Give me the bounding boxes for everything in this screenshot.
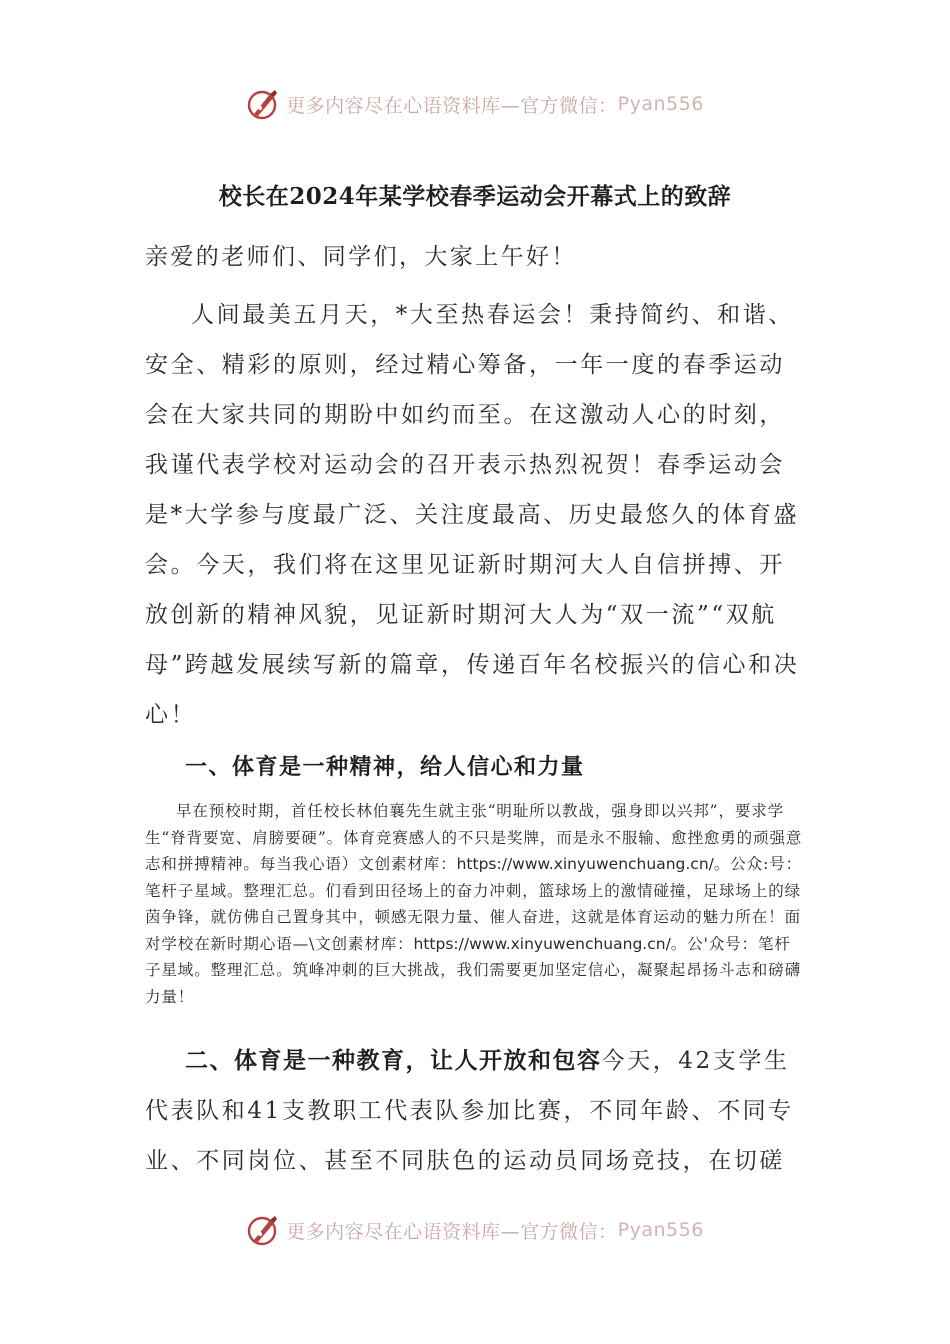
banner-wechat-id: Pyan556 <box>617 1219 704 1241</box>
paragraph-opening: 人间最美五月天，*大至热春运会！秉持简约、和谐、安全、精彩的原则，经过精心筹备，一年一度的春季运动会在大家共同的期盼中如约而至。在这激动人心的时刻，我谨代表学校对运动会的召开表示热烈祝贺！春季运动会是*大学参与度最广泛、关注度最高、历史最悠久的体育盛会。今天，我们将在这里见证新时期河大人自信拼搏、开放创新的精神风貌，见证新时期河大人为“双一流”“双航母”跨越发展续写新的篇章，传递百年名校振兴的信心和决心！ <box>145 302 800 728</box>
paragraph-section-1 <box>145 798 805 1010</box>
paragraph-section-1-part-c: 。公'众号：笔杆子星域。整理汇总。筑峰冲刺的巨大挑战，我们需要更加坚定信心，凝聚起昂扬斗志和磅礴力量！ <box>145 934 802 1006</box>
paragraph-section-2 <box>145 1036 805 1186</box>
resource-link-1: https://www.xinyuwenchuang.cn/ <box>456 855 714 873</box>
pen-logo-icon <box>246 1213 280 1247</box>
document-title: 校长在2024年某学校春季运动会开幕式上的致辞 <box>218 183 732 210</box>
watermark-banner-bottom <box>0 1208 950 1252</box>
paragraph-section-1-part-b: 。公众:号：笔杆子星域。整理汇总。们看到田径场上的奋力冲刺，篮球场上的激情碰撞，足球场上的绿茵争锋，就仿佛自己置身其中，顿感无限力量、催人奋进，这就是体育运动的魅力所在！面对学校在新时期心语—\文创素材库： <box>145 855 802 953</box>
section-heading-2: 二、体育是一种教育，让人开放和包容 <box>185 1047 602 1074</box>
banner-text: 更多内容尽在心语资料库—官方微信： <box>286 94 618 117</box>
banner-wechat-id: Pyan556 <box>617 93 704 115</box>
watermark-banner-top <box>0 82 950 126</box>
greeting-line: 亲爱的老师们、同学们，大家上午好！ <box>145 244 577 270</box>
paragraph-section-1-part-a: 早在预校时期，首任校长林伯襄先生就主张“明耻所以教战，强身即以兴邦”，要求学生“脊背要宽、肩膀要硬”。体育竞赛感人的不只是奖牌，而是永不服输、愈挫愈勇的顽强意志和拼搏精神。每当我心语）文创素材库： <box>145 802 803 873</box>
resource-link-2: https://www.xinyuwenchuang.cn/ <box>413 934 671 953</box>
banner-text: 更多内容尽在心语资料库—官方微信： <box>286 1220 618 1243</box>
paragraph-section-2-text: 今天，42支学生代表队和41支教职工代表队参加比赛，不同年龄、不同专业、不同岗位、甚至不同肤色的运动员同场竞技，在切磋 <box>145 1048 794 1174</box>
pen-logo-icon <box>246 87 280 121</box>
section-heading-1: 一、体育是一种精神，给人信心和力量 <box>185 754 585 780</box>
